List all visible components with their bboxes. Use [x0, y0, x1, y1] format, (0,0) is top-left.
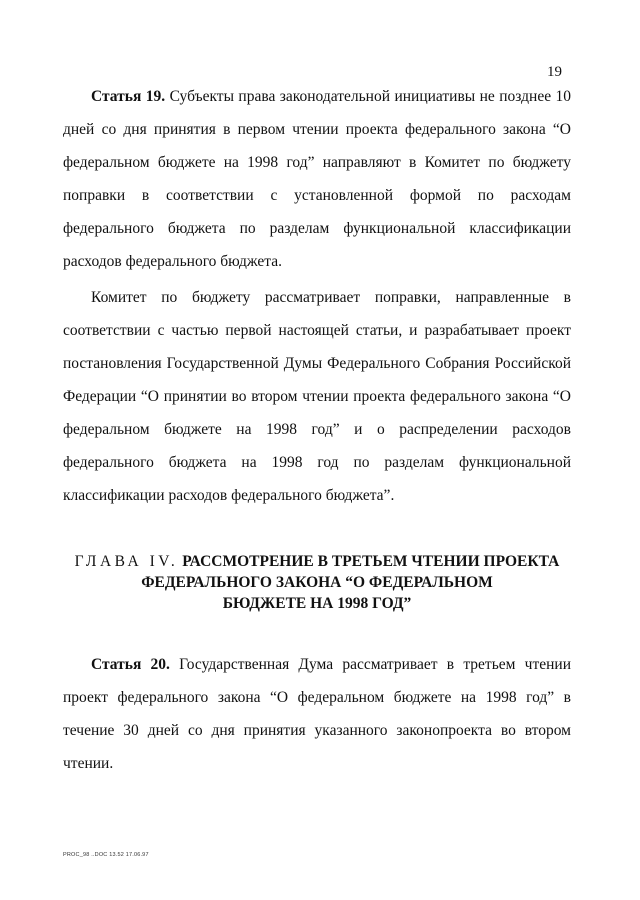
page-number: 19 — [547, 64, 562, 80]
article-20-label: Статья 20. — [91, 656, 170, 673]
article-19-paragraph-1 — [63, 80, 571, 278]
chapter-title-line-2: ФЕДЕРАЛЬНОГО ЗАКОНА “О ФЕДЕРАЛЬНОМ — [141, 574, 493, 591]
article-20-text: Государственная Дума рассматривает в третьем чтении проект федерального закона “О федеральном бюджете на 1998 год” в течение 30 дней со дня принятия указанного законопроекта во втором чтении. — [63, 656, 571, 772]
article-19-paragraph-2: Комитет по бюджету рассматривает поправки, направленные в соответствии с частью первой настоящей статьи, и разрабатывает проект постановления Государственной Думы Федерального Собрания Российской Федерации “О принятии во втором чтении проекта федерального закона “О федеральном бюджете на 1998 год” и о распределении расходов федерального бюджета на 1998 год по разделам функциональной классификации расходов федерального бюджета”. — [63, 289, 571, 504]
chapter-title-line-1: РАССМОТРЕНИЕ В ТРЕТЬЕМ ЧТЕНИИ ПРОЕКТА — [182, 553, 560, 570]
chapter-heading-line-1 — [63, 551, 571, 572]
article-20-paragraph — [63, 648, 571, 780]
article-19-label: Статья 19. — [91, 88, 166, 105]
chapter-title-line-3: БЮДЖЕТЕ НА 1998 ГОД” — [222, 595, 412, 612]
chapter-number: ГЛАВА IV. — [74, 553, 179, 570]
article-19-text: Субъекты права законодательной инициативы не позднее 10 дней со дня принятия в первом чтении проекта федерального закона “О федеральном бюджете на 1998 год” направляют в Комитет по бюджету поправки в соответствии с установленной формой по расходам федерального бюджета по разделам функциональной классификации расходов федерального бюджета. — [63, 88, 572, 270]
file-stamp: PROC_98 ..DOC 13.52 17.06.97 — [63, 852, 149, 858]
chapter-heading — [63, 551, 571, 614]
